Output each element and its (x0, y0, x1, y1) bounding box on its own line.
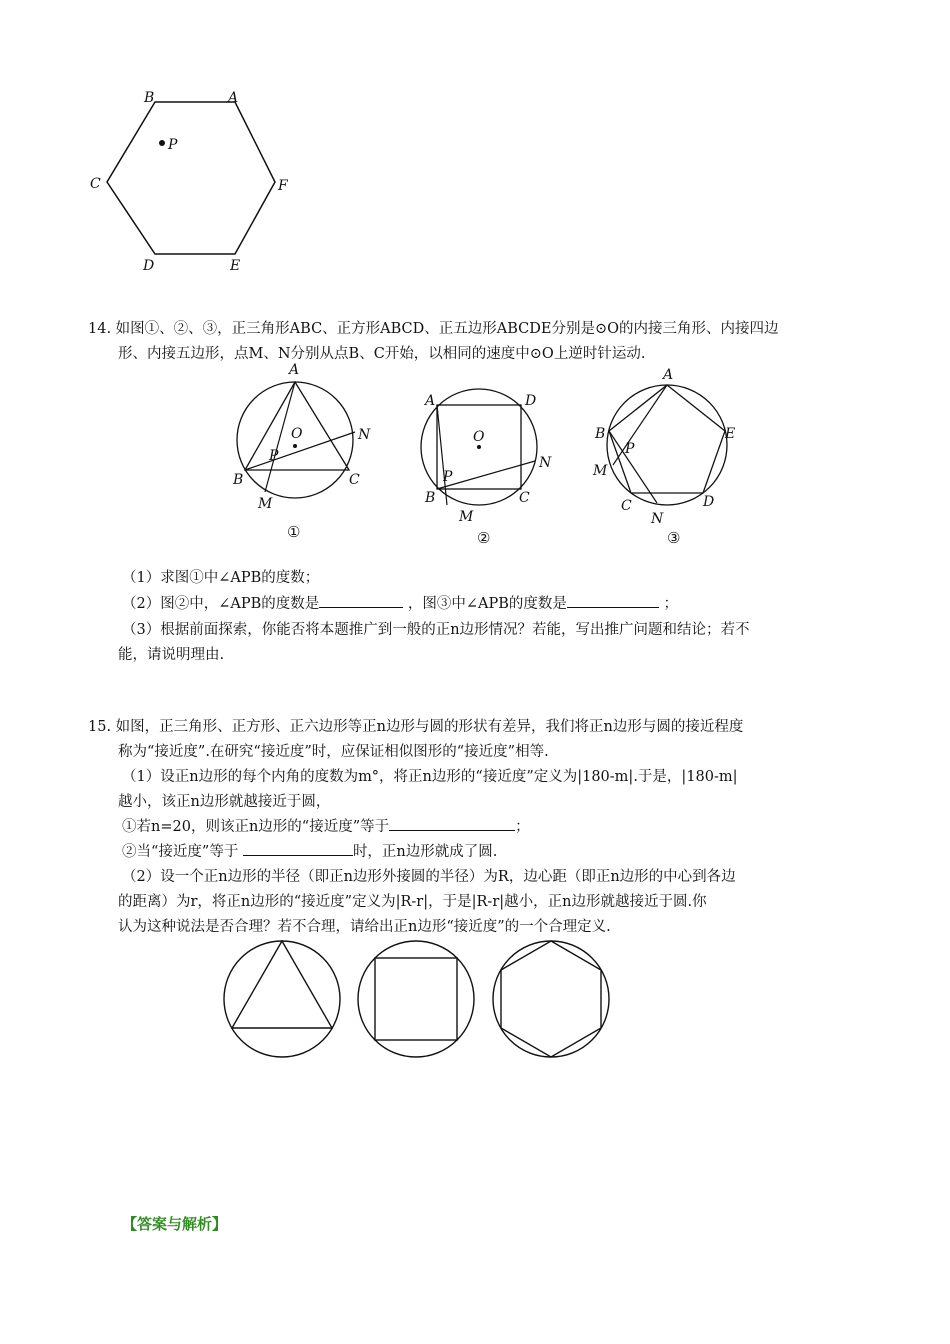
fig3-label-B: B (595, 426, 606, 442)
q14-text-line2: 形、内接五边形，点M、N分别从点B、C开始，以相同的速度中⊙O上逆时针运动. (118, 346, 646, 362)
q14-part3-line1: （3）根据前面探索，你能否将本题推广到一般的正n边形情况？若能，写出推广问题和结论；若不 (122, 622, 750, 638)
fig1-caption: ① (287, 523, 301, 541)
q14-part1: （1）求图①中∠APB的度数； (122, 570, 320, 586)
q15-text-line2: 称为“接近度”.在研究“接近度”时，应保证相似图形的“接近度”相等. (118, 744, 549, 760)
hexagon-figure (80, 82, 300, 282)
fig2-label-P: P (443, 469, 453, 485)
q15-sub2: ②当“接近度”等于 时，正n边形就成了圆. (122, 841, 497, 863)
q15-part1-line1: （1）设正n边形的每个内角的度数为m°，将正n边形的“接近度”定义为|180-m|.于是，|180-m| (122, 769, 738, 785)
answer-heading: 【答案与解析】 (122, 1215, 228, 1233)
fig1-label-P: P (269, 448, 279, 464)
fig2-label-O: O (473, 429, 485, 445)
q15-part2-line3: 认为这种说法是否合理？若不合理，请给出正n边形“接近度”的一个合理定义. (118, 919, 611, 935)
fig2-label-M: M (459, 509, 474, 525)
hex-label-B: B (144, 90, 155, 106)
q15-circle-hexagon (493, 941, 609, 1057)
q15-sub1: ①若n=20，则该正n边形的“接近度”等于 ； (122, 816, 530, 838)
fig2-label-N: N (539, 455, 552, 471)
q15-sub1-blank (389, 816, 515, 831)
fig3-label-N: N (651, 511, 664, 527)
fig2-label-A: A (425, 393, 436, 409)
fig2-caption: ② (477, 529, 491, 547)
fig3-label-P: P (625, 441, 635, 457)
q14-part2-blank1 (319, 593, 403, 608)
fig2-label-C: C (519, 490, 530, 506)
fig1-label-N: N (358, 427, 371, 443)
fig1-label-A: A (289, 362, 300, 378)
q15-circle-triangle (224, 941, 340, 1057)
fig1-label-O: O (291, 426, 303, 442)
fig3-label-A: A (663, 367, 674, 383)
q15-part1-line2: 越小，该正n边形就越接近于圆， (118, 794, 331, 810)
fig1-label-B: B (233, 472, 244, 488)
hex-label-A: A (228, 90, 239, 106)
q14-figure-1 (225, 360, 385, 545)
fig1-label-C: C (349, 472, 360, 488)
q15-sub2-blank (243, 841, 353, 856)
fig3-label-E: E (725, 426, 736, 442)
q14-number: 14. (88, 321, 112, 337)
hex-label-F: F (278, 178, 288, 194)
fig2-label-D: D (525, 393, 537, 409)
fig2-label-B: B (425, 490, 436, 506)
q15-number: 15. (88, 719, 112, 735)
fig3-label-M: M (593, 463, 608, 479)
hex-label-C: C (90, 176, 101, 192)
q15-part2-line1: （2）设一个正n边形的半径（即正n边形外接圆的半径）为R，边心距（即正n边形的中心到各边 (122, 869, 736, 885)
q14-part3-line2: 能，请说明理由. (118, 647, 225, 663)
hex-label-D: D (143, 258, 155, 274)
q14-text-line1: 14. 如图①、②、③，正三角形ABC、正方形ABCD、正五边形ABCDE分别是⊙O的内接三角形、内接四边 (88, 321, 779, 337)
q14-part2: （2）图②中，∠APB的度数是 ，图③中∠APB的度数是 ； (122, 593, 678, 615)
fig1-label-M: M (258, 496, 273, 512)
fig3-label-D: D (703, 494, 715, 510)
q14-figure-3 (585, 365, 745, 545)
hex-label-P: P (168, 137, 178, 153)
q15-circle-square (358, 941, 474, 1057)
q14-figure-2 (415, 385, 565, 550)
q14-part2-blank2 (567, 593, 659, 608)
fig3-label-C: C (621, 498, 632, 514)
fig3-caption: ③ (667, 529, 681, 545)
q15-part2-line2: 的距离）为r，将正n边形的“接近度”定义为|R-r|，于是|R-r|越小，正n边形就越接近于圆.你 (118, 894, 707, 910)
hex-label-E: E (230, 258, 241, 274)
q15-text-line1: 15. 如图，正三角形、正方形、正六边形等正n边形与圆的形状有差异，我们将正n边形与圆的接近程度 (88, 719, 744, 735)
q15-figures (220, 935, 620, 1063)
